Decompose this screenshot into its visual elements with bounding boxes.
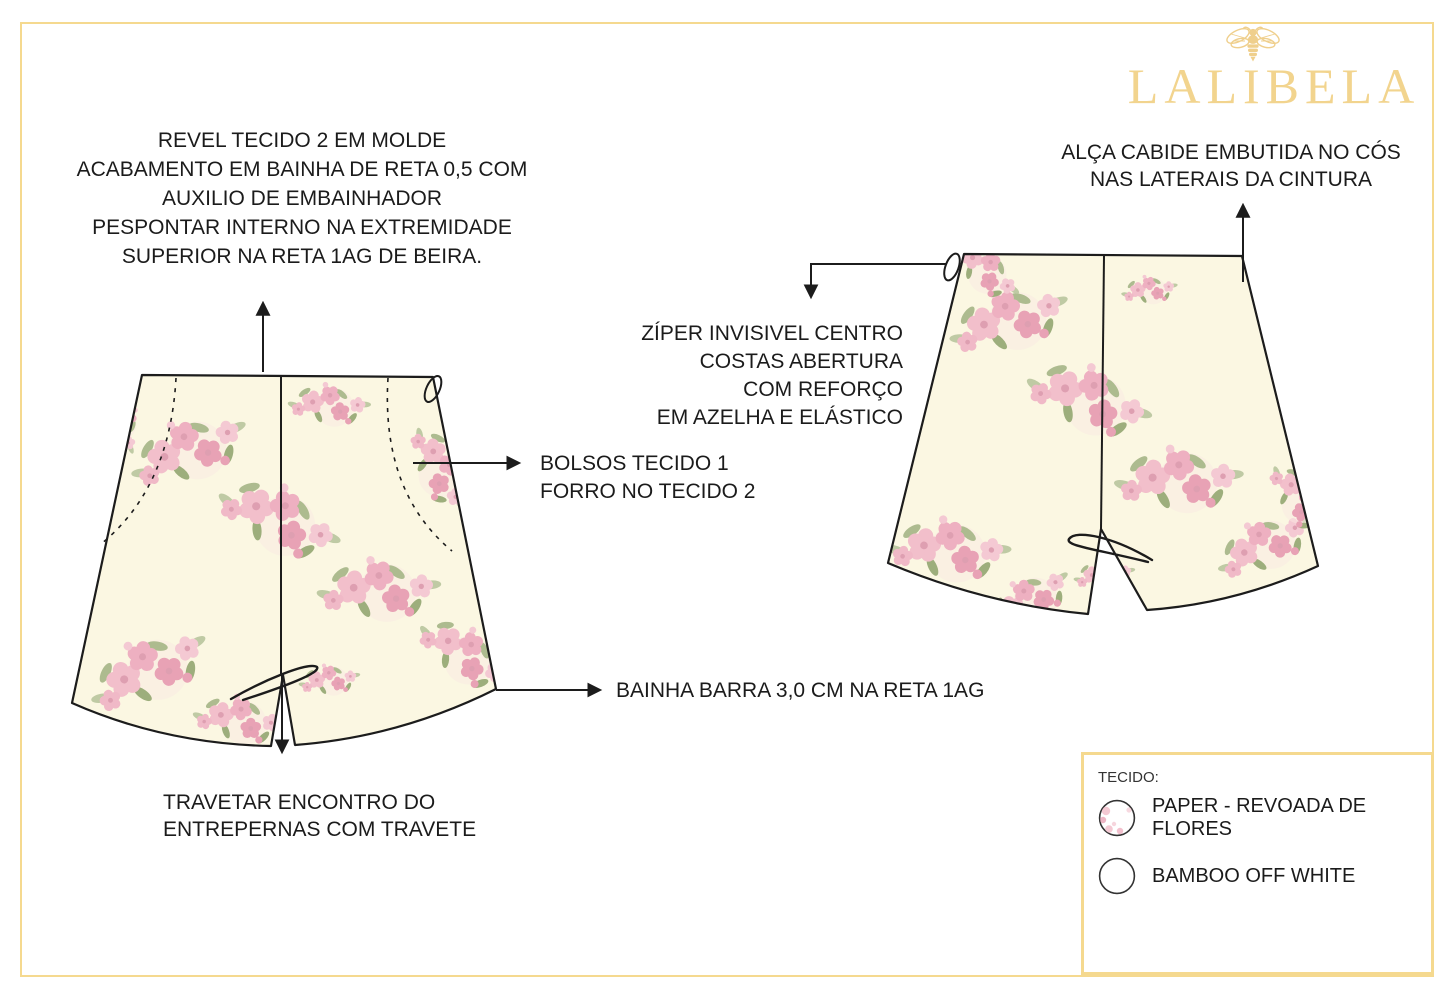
shorts-back-view [882, 224, 1340, 641]
fabric-panel [1081, 752, 1434, 975]
swatch-label-paper: PAPER - REVOADA DE FLORES [1152, 795, 1367, 840]
arrow-zipper [811, 264, 947, 297]
annotation-bartack: TRAVETAR ENCONTRO DO ENTREPERNAS COM TRAVETE [163, 791, 477, 841]
fabric-panel-title: TECIDO: [1098, 769, 1159, 786]
annotation-hanger-loop: ALÇA CABIDE EMBUTIDA NO CÓS NAS LATERAIS DA CINTURA [1061, 141, 1401, 191]
plain-swatch-icon [1098, 857, 1136, 895]
swatch-label-bamboo: BAMBOO OFF WHITE [1152, 864, 1356, 887]
annotation-hem: BAINHA BARRA 3,0 CM NA RETA 1AG [616, 679, 985, 702]
brand-wordmark: LALIBELA [1127, 58, 1421, 114]
annotation-pockets: BOLSOS TECIDO 1 FORRO NO TECIDO 2 [540, 452, 756, 503]
annotation-zipper: ZÍPER INVISIVEL CENTRO COSTAS ABERTURA COM REFORÇO EM AZELHA E ELÁSTICO [641, 322, 903, 429]
floral-swatch-icon [1098, 799, 1136, 837]
shorts-front-view [72, 374, 522, 755]
swatch-row-paper [1098, 795, 1431, 840]
swatch-row-bamboo [1098, 856, 1431, 896]
annotation-revel-hem: REVEL TECIDO 2 EM MOLDE ACABAMENTO EM BAINHA DE RETA 0,5 COM AUXILIO DE EMBAINHADOR PESPONTAR INTERNO NA EXTREMIDADE SUPERIOR NA RETA 1AG DE BEIRA. [76, 129, 528, 268]
